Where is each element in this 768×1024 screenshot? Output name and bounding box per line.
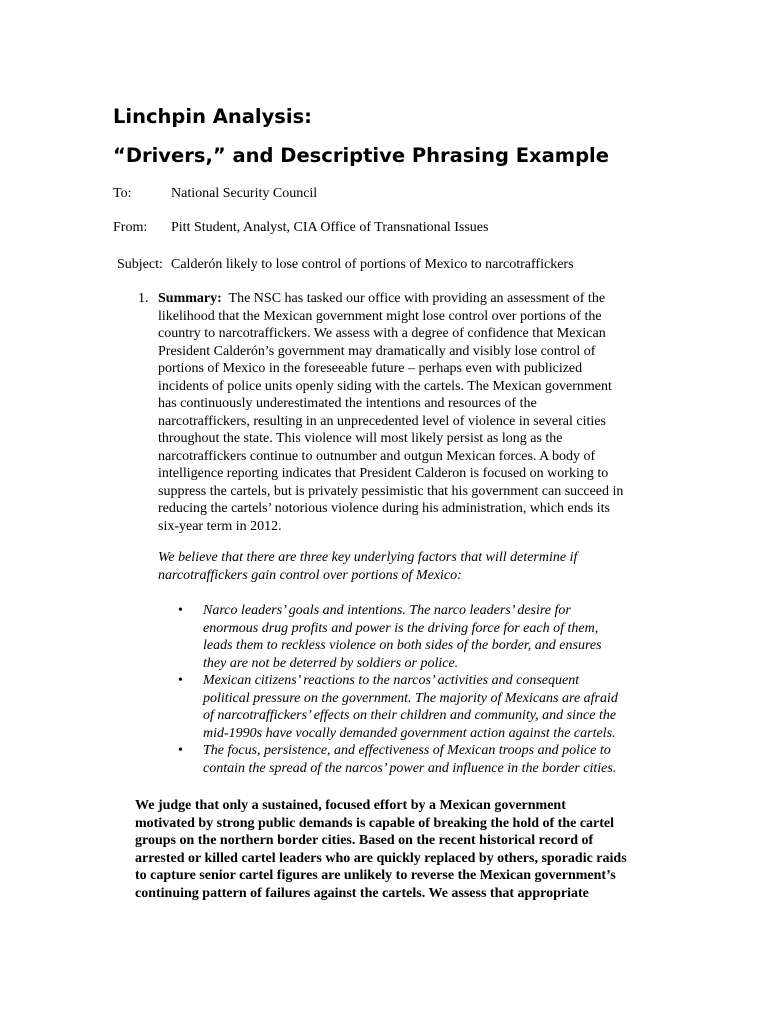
factor-line: political pressure on the government. The majority of Mexicans are afraid xyxy=(203,690,618,706)
judgment-line: to capture senior cartel figures are unlikely to reverse the Mexican government’s xyxy=(135,868,616,883)
factor-line: leads them to reckless violence on both sides of the border, and ensures xyxy=(203,638,602,653)
bullet-icon: • xyxy=(178,743,183,758)
factors-intro-line: narcotraffickers gain control over portions of Mexico: xyxy=(158,567,462,583)
summary-line: has continuously underestimated the intentions and resources of the xyxy=(158,396,537,411)
factor-line: they are not be deterred by soldiers or police. xyxy=(203,655,459,671)
factors-intro-line: We believe that there are three key underlying factors that will determine if xyxy=(158,550,578,565)
bullet-icon: • xyxy=(178,673,183,688)
summary-line: intelligence reporting indicates that President Calderon is focused on working to xyxy=(158,466,609,481)
judgment-line: motivated by strong public demands is capable of breaking the hold of the cartel xyxy=(135,815,615,831)
summary-line xyxy=(158,290,638,308)
factor-item xyxy=(178,672,648,742)
document-title-line-1: Linchpin Analysis: xyxy=(113,105,312,128)
factor-line: of narcotraffickers’ effects on their children and community, and since the xyxy=(203,708,617,723)
summary-line: portions of Mexico in the foreseeable future – perhaps even with publicized xyxy=(158,361,583,376)
factor-line: Mexican citizens’ reactions to the narcos’ activities and consequent xyxy=(203,673,580,688)
factors-list xyxy=(178,602,648,777)
document-title-line-2: “Drivers,” and Descriptive Phrasing Example xyxy=(113,144,609,167)
summary-line: likelihood that the Mexican government might lose control over portions of the xyxy=(158,308,602,324)
factor-item xyxy=(178,742,648,777)
factor-line: contain the spread of the narcos’ power and influence in the border cities. xyxy=(203,760,617,776)
summary-line: incidents of police units openly siding with the cartels. The Mexican government xyxy=(158,378,612,394)
judgment-line: continuing pattern of failures against the cartels. We assess that appropriate xyxy=(135,885,589,901)
judgment-line: arrested or killed cartel leaders who are quickly replaced by others, sporadic raids xyxy=(135,850,627,866)
summary-line-text: The NSC has tasked our office with providing an assessment of the xyxy=(228,291,606,306)
memo-from-label: From: xyxy=(113,220,148,235)
memo-from-value: Pitt Student, Analyst, CIA Office of Transnational Issues xyxy=(171,220,489,235)
factors-intro xyxy=(158,549,628,584)
memo-to-value: National Security Council xyxy=(171,186,318,201)
summary-line: reducing the cartels’ notorious violence during his administration, which ends its xyxy=(158,501,610,516)
summary-line: country to narcotraffickers. We assess with a degree of confidence that Mexican xyxy=(158,326,606,341)
summary-line: throughout the state. This violence will most likely persist as long as the xyxy=(158,431,563,446)
factor-line: Narco leaders’ goals and intentions. The narco leaders’ desire for xyxy=(203,603,571,618)
judgment-paragraph xyxy=(135,797,655,902)
summary-label: Summary: xyxy=(158,291,222,306)
summary-line: six-year term in 2012. xyxy=(158,518,282,534)
memo-subject-value: Calderón likely to lose control of portions of Mexico to narcotraffickers xyxy=(171,257,574,272)
summary-line: President Calderón’s government may dramatically and visibly lose control of xyxy=(158,343,596,359)
bullet-icon: • xyxy=(178,603,183,618)
summary-body xyxy=(158,290,638,535)
factor-line: enormous drug profits and power is the driving force for each of them, xyxy=(203,620,599,636)
factor-item xyxy=(178,602,648,672)
summary-line: narcotraffickers, resulting in an unprecedented level of violence in several cities xyxy=(158,413,606,429)
judgment-line: groups on the northern border cities. Based on the recent historical record of xyxy=(135,833,594,848)
judgment-line: We judge that only a sustained, focused effort by a Mexican government xyxy=(135,798,566,813)
memo-to-label: To: xyxy=(113,186,132,201)
summary-line: suppress the cartels, but is privately pessimistic that his government can succeed in xyxy=(158,483,624,499)
memo-subject-label: Subject: xyxy=(117,257,163,272)
factor-line: The focus, persistence, and effectiveness of Mexican troops and police to xyxy=(203,743,611,758)
paragraph-number: 1. xyxy=(138,291,149,306)
factor-line: mid-1990s have vocally demanded government action against the cartels. xyxy=(203,725,616,741)
summary-line: narcotraffickers continue to outnumber and outgun Mexican forces. A body of xyxy=(158,448,596,464)
